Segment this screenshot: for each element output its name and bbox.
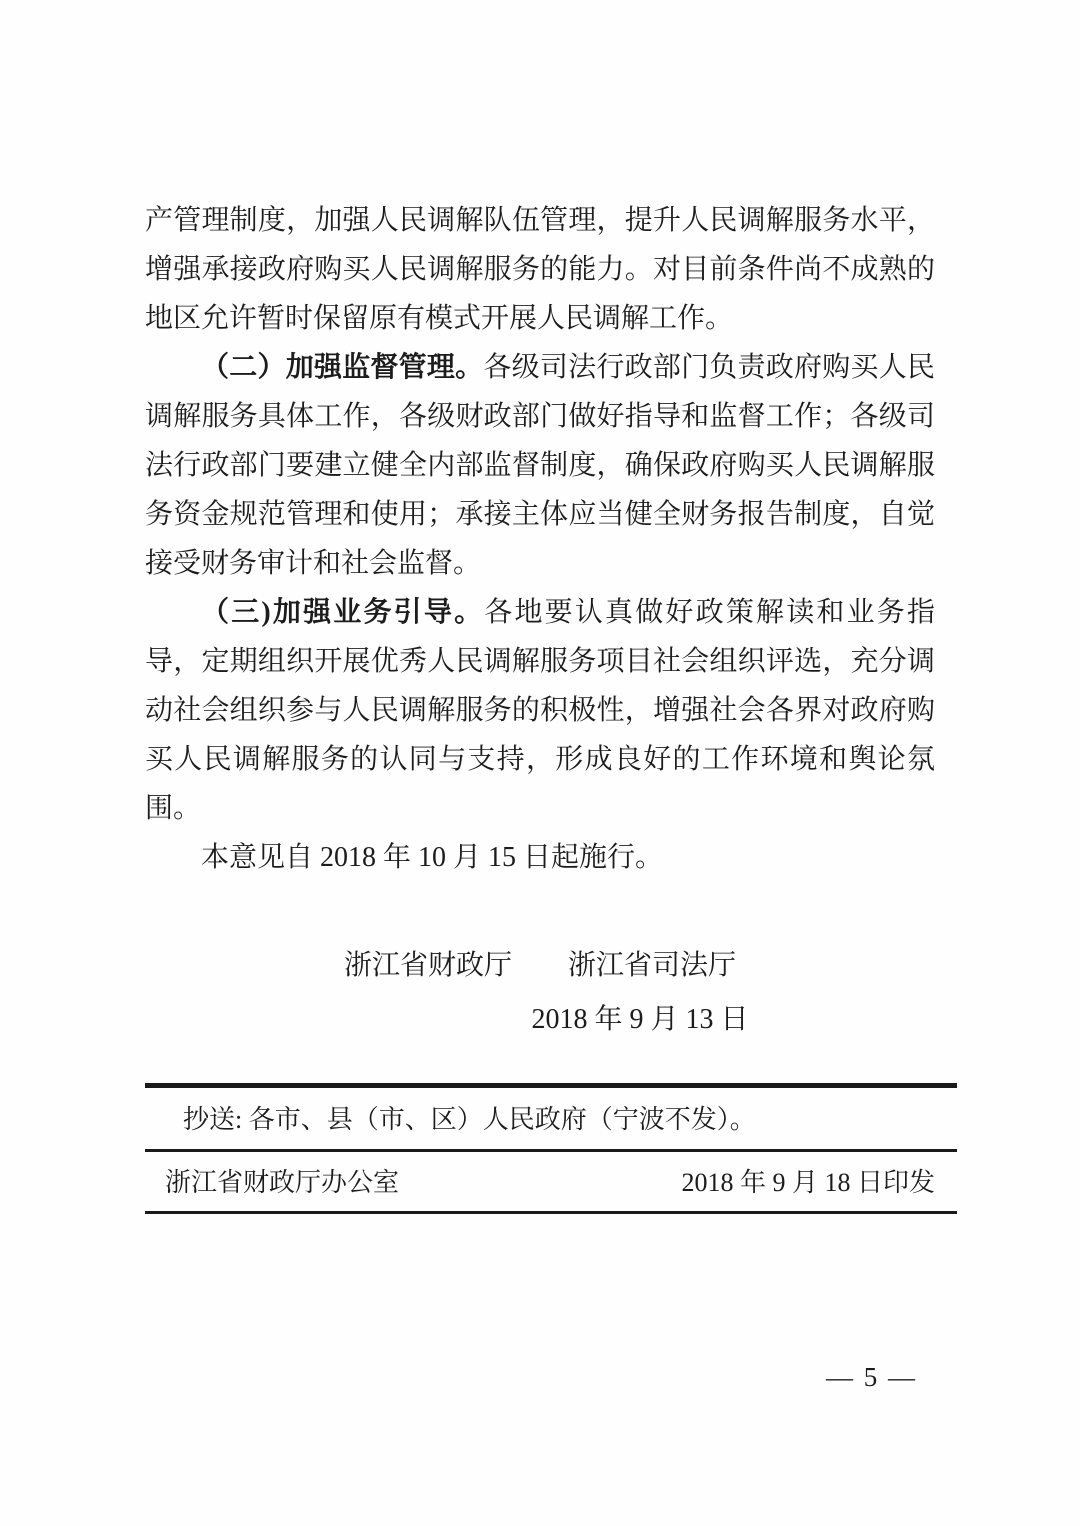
footer-rule-bottom	[145, 1211, 957, 1214]
section-heading: （三)加强业务引导。	[201, 597, 485, 628]
issuing-agencies: 浙江省财政厅 浙江省司法厅	[343, 950, 736, 981]
office-row	[145, 1152, 957, 1211]
signature-block	[0, 948, 1080, 1038]
page-number: — 5 —	[826, 1362, 917, 1392]
print-date: 2018 年 9 月 18 日印发	[681, 1168, 935, 1197]
document-body	[145, 196, 935, 882]
office-name: 浙江省财政厅办公室	[165, 1168, 400, 1197]
paragraph-section-2	[145, 343, 935, 588]
footer-block	[145, 1083, 957, 1214]
issue-date: 2018 年 9 月 13 日	[531, 1004, 749, 1035]
paragraph-text: 本意见自 2018 年 10 月 15 日起施行。	[201, 842, 664, 873]
paragraph-text: 各级司法行政部门负责政府购买人民调解服务具体工作，各级财政部门做好指导和监督工作；各级司法行政部门要建立健全内部监督制度，确保政府购买人民调解服务资金规范管理和使用；承接主体应当健全财务报告制度，自觉接受财务审计和社会监督。	[145, 352, 935, 579]
paragraph-text: 各地要认真做好政策解读和业务指导，定期组织开展优秀人民调解服务项目社会组织评选，充分调动社会组织参与人民调解服务的积极性，增强社会各界对政府购买人民调解服务的认同与支持，形成良好的工作环境和舆论氛围。	[145, 597, 935, 824]
section-heading: （二）加强监督管理。	[201, 352, 484, 383]
paragraph-effective-date	[145, 833, 935, 882]
cc-line: 抄送: 各市、县（市、区）人民政府（宁波不发）。	[183, 1105, 756, 1134]
paragraph-section-3	[145, 588, 935, 833]
paragraph-text: 产管理制度，加强人民调解队伍管理，提升人民调解服务水平，增强承接政府购买人民调解服务的能力。对目前条件尚不成熟的地区允许暂时保留原有模式开展人民调解工作。	[145, 205, 935, 334]
paragraph-continuation	[145, 196, 935, 343]
